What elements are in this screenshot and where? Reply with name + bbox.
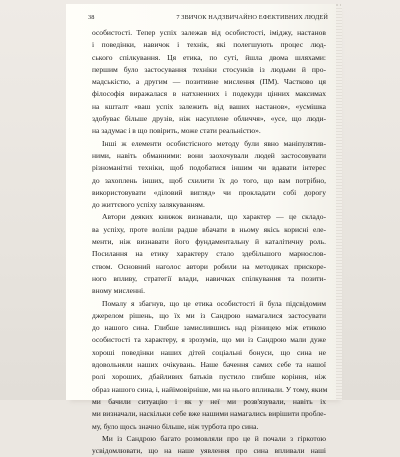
text-line: усвідомлювати, що на наше уявлення про сина впливали наші — [92, 446, 326, 456]
paragraph — [92, 27, 326, 138]
text-line: Автори деяких книжок визнавали, що характер — це складо- — [102, 212, 326, 222]
chapter-title: 7 ЗВИЧОК НАДЗВИЧАЙНО ЕФЕКТИВНИХ ЛЮДЕЙ — [176, 14, 328, 21]
text-line: ва успіху, проте воліли радше вбачати в ньому якісь корисні еле- — [92, 224, 326, 234]
text-line: ми бачили ситуацію і як у неї ми розв'язували, навіть іх — [92, 396, 326, 406]
text-line: ними, навіть обманними: вони заохочували людей застосовувати — [92, 150, 326, 160]
paragraph — [92, 211, 326, 297]
text-line: образ нашого сина, і, найімовірніше, ми на нього впливали. У тому, яким — [92, 384, 328, 394]
text-line: му, було щось значно більше, ніж турбота про сина. — [92, 421, 259, 431]
text-line: здобуває більше друзів, ніж насуплене обличчя», «усе, що люди- — [92, 114, 326, 124]
text-line: до захоплень інших, щоб схилити їх до того, що вам потрібно, — [92, 175, 326, 185]
text-line: особистості. Тепер успіх залежав від особистості, іміджу, настанов — [92, 28, 326, 37]
text-line: хороші поведінки наших дітей соціальні бонуси, що сина не — [92, 347, 326, 357]
text-line: джерелом рішень, що їх ми із Сандрою намагалися застосувати — [92, 310, 326, 320]
text-line: до життєвого успіху залякуванням. — [92, 200, 205, 210]
text-line: філософія виражалася в натхненних і подекуди цінних максимах — [92, 89, 326, 99]
body-text — [92, 27, 326, 457]
paragraph — [92, 298, 326, 433]
text-line: менти, ніж визнавати його фундаментальну й каталітичну роль. — [92, 237, 326, 247]
text-line: першим було застосування техніки стосунків із людьми й про- — [92, 64, 326, 74]
page-number: 38 — [88, 14, 95, 21]
text-line: ми визначали, наскільки себе вже нашими намагались вирішити пробле- — [92, 409, 326, 419]
text-line: вному мисленні. — [92, 286, 146, 296]
text-line: на кшталт «ваш успіх залежить від ваших настанов», «усмішка — [92, 101, 326, 111]
text-line: до нашого сина. Глибше замислившись над різницею між етикою — [92, 323, 326, 333]
text-line: ського спілкування. Ця етика, по суті, йшла двома шляхами: — [92, 52, 326, 62]
text-line: Інші ж елементи особистісного методу були явно маніпулятив- — [102, 138, 326, 148]
text-line: вдовольняли наших очікувань. Наше бачення самих себе та нашої — [92, 360, 326, 370]
text-line: Помалу я збагнув, що це етика особистості й була підсвідомим — [102, 298, 326, 308]
page-edge — [336, 6, 342, 400]
text-line: і поведінки, навичок і технік, які полегшують процес люд- — [92, 40, 326, 50]
text-line: ролі хороших, дбайливих батьків пустило глибше коріння, ніж — [92, 372, 326, 382]
paragraph — [92, 433, 326, 457]
text-line: Ми із Сандрою багато розмовляли про це й почали з гіркотою — [102, 433, 326, 443]
text-line: особистості та характеру, я зрозумів, що ми із Сандрою мали дуже — [92, 335, 326, 345]
text-line: використовувати «діловий вигляд» чи прокладати собі дорогу — [92, 187, 326, 197]
paragraph — [92, 138, 326, 212]
text-line: на задумає і в що повірить, може стати реальністю». — [92, 126, 261, 136]
text-line: Посилання на етику характеру стало здебільшого марнослов- — [92, 249, 326, 259]
text-line: мадськістю, а другим — позитивне мислення (ПМ). Частково ця — [92, 77, 326, 87]
text-line: різноманітні техніки, щоб подобатися іншим чи вдавати інтерес — [92, 163, 326, 173]
text-line: ством. Основний наголос автори робили на методиках прискоре- — [92, 261, 326, 271]
text-line: ного впливу, стратегії влади, навичках спілкування та позити- — [92, 273, 326, 283]
running-head — [88, 14, 328, 24]
